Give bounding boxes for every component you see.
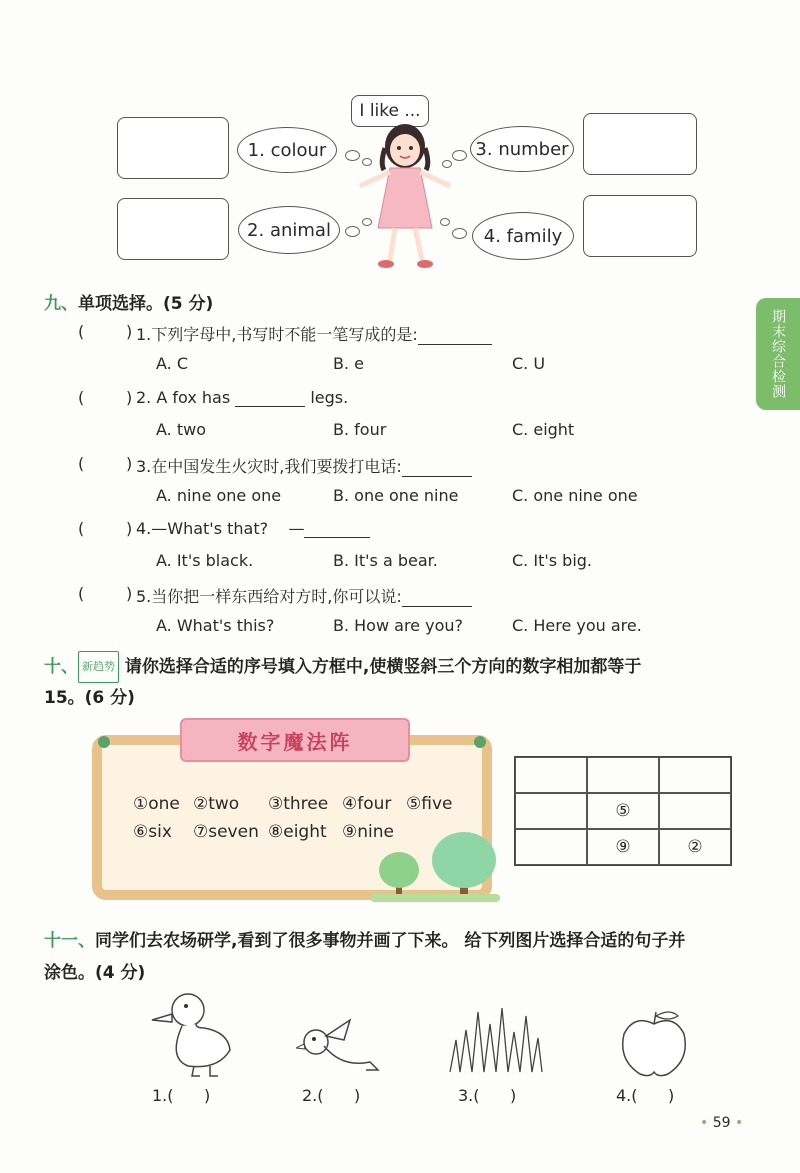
option-b[interactable]: B. e <box>333 354 364 373</box>
topic-oval-number: 3. number <box>470 126 574 172</box>
question-text-after: legs. <box>310 388 349 407</box>
option-a[interactable]: A. What's this? <box>156 616 275 635</box>
section9-number: 九、 <box>44 294 78 314</box>
section9-title <box>44 289 213 314</box>
topic-oval-colour: 1. colour <box>237 127 337 173</box>
question-text-before: A fox has <box>156 388 231 407</box>
question-number: 4. <box>136 519 152 538</box>
number-word: ②two <box>193 794 240 814</box>
option-c[interactable]: C. one nine one <box>512 486 638 505</box>
speech-text: I like ... <box>359 101 421 121</box>
question-text: 在中国发生火灾时,我们要拨打电话: <box>151 457 402 476</box>
grid-cell[interactable] <box>515 757 587 793</box>
page-number: • 59 • <box>700 1115 744 1131</box>
answer-box-4[interactable] <box>583 195 697 257</box>
grid-cell[interactable]: ② <box>659 829 731 865</box>
grid-cell[interactable]: ⑨ <box>587 829 659 865</box>
answer-blank[interactable] <box>304 521 370 538</box>
number-word: ③three <box>268 794 329 814</box>
question-4 <box>136 519 370 538</box>
number-word: ④four <box>342 794 392 814</box>
number-word: ①one <box>133 794 180 814</box>
grid-cell[interactable] <box>587 757 659 793</box>
section11-title-line1: 同学们去农场研学,看到了很多事物并画了下来。 给下列图片选择合适的句子并 <box>95 931 686 951</box>
option-c[interactable]: C. It's big. <box>512 551 592 570</box>
side-tab[interactable] <box>756 298 800 410</box>
topic-oval-animal: 2. animal <box>238 206 340 254</box>
magic-square-grid <box>514 756 732 866</box>
number-word: ⑨nine <box>342 822 394 842</box>
new-trend-tag: 新趋势 <box>78 651 119 683</box>
option-b[interactable]: B. It's a bear. <box>333 551 438 570</box>
apple-image[interactable] <box>618 1008 690 1078</box>
question-1 <box>136 322 492 345</box>
option-a[interactable]: A. nine one one <box>156 486 282 505</box>
question-text: 下列字母中,书写时不能一笔写成的是: <box>151 325 418 344</box>
grid-cell[interactable] <box>515 793 587 829</box>
question-3 <box>136 454 472 477</box>
magic-square-banner <box>180 718 410 762</box>
girl-illustration <box>350 118 460 274</box>
answer-blank[interactable] <box>402 590 472 607</box>
number-word: ⑥six <box>133 822 172 842</box>
section9-title-text: 单项选择。(5 分) <box>78 294 214 314</box>
duck-image[interactable] <box>148 988 238 1080</box>
trees-illustration <box>370 830 500 906</box>
answer-paren-open: ( <box>78 454 85 473</box>
option-c[interactable]: C. U <box>512 354 546 373</box>
answer-blank[interactable] <box>418 328 492 345</box>
number-word: ⑦seven <box>193 822 259 842</box>
grid-cell[interactable] <box>515 829 587 865</box>
option-a[interactable]: A. two <box>156 420 206 439</box>
question-text: —What's that? — <box>151 519 305 538</box>
frame-pin-right <box>474 736 486 748</box>
grid-cell[interactable] <box>659 757 731 793</box>
option-c[interactable]: C. eight <box>512 420 575 439</box>
banner-text: 数字魔法阵 <box>237 729 353 754</box>
side-tab-label: 期末综合检测 <box>770 309 786 399</box>
question-number: 5. <box>136 587 152 606</box>
bird-image[interactable] <box>296 1018 380 1080</box>
section11-number: 十一、 <box>44 931 95 951</box>
grid-cell[interactable] <box>659 793 731 829</box>
picture-3-answer[interactable]: 3.( ) <box>458 1086 517 1105</box>
answer-blank[interactable] <box>235 390 305 407</box>
question-text: 当你把一样东西给对方时,你可以说: <box>151 587 402 606</box>
answer-paren-close[interactable]: ) <box>126 322 133 341</box>
answer-blank[interactable] <box>402 460 472 477</box>
answer-paren-open: ( <box>78 388 85 407</box>
topic-oval-family: 4. family <box>472 212 574 260</box>
frame-pin-left <box>98 736 110 748</box>
page-number-text: 59 <box>712 1115 731 1131</box>
answer-paren-open: ( <box>78 584 85 603</box>
option-c[interactable]: C. Here you are. <box>512 616 642 635</box>
section10-title-line2: 15。(6 分) <box>44 688 135 708</box>
option-b[interactable]: B. one one nine <box>333 486 459 505</box>
option-a[interactable]: A. C <box>156 354 189 373</box>
answer-paren-open: ( <box>78 322 85 341</box>
option-a[interactable]: A. It's black. <box>156 551 254 570</box>
answer-paren-close[interactable]: ) <box>126 584 133 603</box>
picture-2-answer[interactable]: 2.( ) <box>302 1086 361 1105</box>
number-word: ⑤five <box>406 794 453 814</box>
option-b[interactable]: B. four <box>333 420 387 439</box>
grass-image[interactable] <box>446 1004 546 1074</box>
answer-paren-close[interactable]: ) <box>126 454 133 473</box>
answer-box-3[interactable] <box>583 113 697 175</box>
picture-1-answer[interactable]: 1.( ) <box>152 1086 211 1105</box>
section10-number: 十、 <box>44 657 78 677</box>
answer-box-2[interactable] <box>117 198 229 260</box>
grid-cell[interactable]: ⑤ <box>587 793 659 829</box>
section10-title-line1: 请你选择合适的序号填入方框中,使横竖斜三个方向的数字相加都等于 <box>124 657 642 677</box>
answer-paren-close[interactable]: ) <box>126 519 133 538</box>
picture-4-answer[interactable]: 4.( ) <box>616 1086 675 1105</box>
question-number: 1. <box>136 325 152 344</box>
answer-paren-open: ( <box>78 519 85 538</box>
section11-title-line2: 涂色。(4 分) <box>44 963 146 983</box>
question-2 <box>136 388 348 407</box>
section10-title <box>44 651 754 713</box>
option-b[interactable]: B. How are you? <box>333 616 463 635</box>
number-word: ⑧eight <box>268 822 327 842</box>
question-number: 2. <box>136 388 152 407</box>
section11-title <box>44 925 764 989</box>
answer-box-1[interactable] <box>117 117 229 179</box>
question-number: 3. <box>136 457 152 476</box>
answer-paren-close[interactable]: ) <box>126 388 133 407</box>
question-5 <box>136 584 472 607</box>
